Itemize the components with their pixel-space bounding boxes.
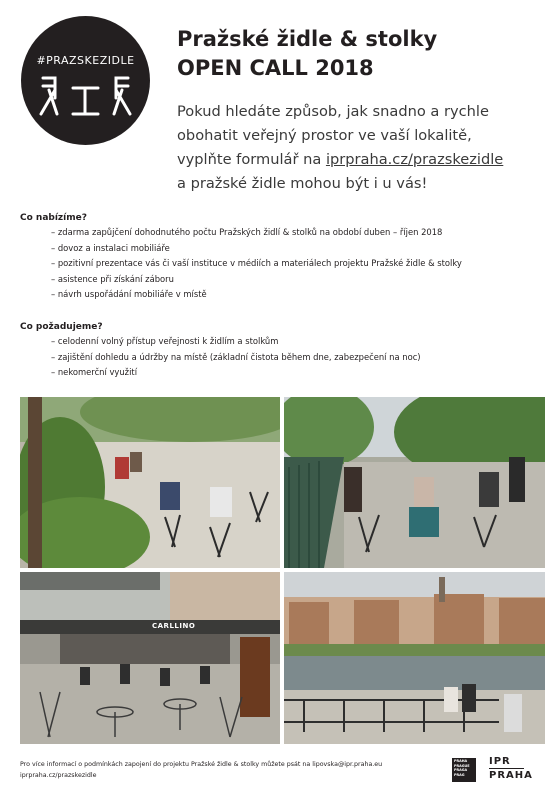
- intro-line-1: Pokud hledáte způsob, jak snadno a rychle: [177, 103, 489, 120]
- intro-line-2: obohatit veřejný prostor ve vaší lokalitě,: [177, 127, 472, 144]
- prazske-zidle-logo: [21, 16, 150, 145]
- footer-info: [20, 759, 382, 781]
- intro-text: [177, 100, 547, 196]
- require-list: [20, 334, 421, 381]
- photo-park-seating: [20, 397, 280, 568]
- photo-street-seating: [284, 397, 545, 568]
- offer-heading: Co nabízíme?: [20, 213, 87, 223]
- require-item: – celodenní volný přístup veřejnosti k židlím a stolkům: [51, 334, 421, 350]
- require-section: [20, 320, 421, 381]
- require-item: – nekomerční využití: [51, 365, 421, 381]
- ipr-logo-line-2: PRAHA: [489, 770, 533, 781]
- offer-item: – návrh uspořádání mobiliáře v místě: [51, 287, 462, 303]
- offer-item: – pozitivní prezentace vás či vaší instituce v médiích a materiálech projektu Pražské židle & stolky: [51, 256, 462, 272]
- ipr-praha-logo: [489, 757, 533, 781]
- ipr-logo-divider: [489, 768, 524, 769]
- require-heading: Co požadujeme?: [20, 322, 103, 332]
- title-line-2: OPEN CALL 2018: [177, 56, 374, 80]
- footer-line-2[interactable]: iprpraha.cz/prazskezidle: [20, 772, 97, 779]
- photo-cafe-seating: [20, 572, 280, 744]
- logo-hashtag: #PRAZSKEZIDLE: [36, 54, 135, 67]
- require-item: – zajištění dohledu a údržby na místě (základní čistota během dne, zabezpečení na noc): [51, 350, 421, 366]
- intro-line-3: [177, 148, 547, 172]
- photo-riverside-seating: [284, 572, 545, 744]
- offer-item: – dovoz a instalaci mobiliáře: [51, 241, 462, 257]
- page-title: [177, 25, 437, 83]
- ipr-logo-line-1: IPR: [489, 756, 511, 767]
- offer-item: – asistence při získání záboru: [51, 272, 462, 288]
- offer-list: [20, 225, 462, 303]
- chairs-table-icon: [21, 16, 150, 145]
- title-line-1: Pražské židle & stolky: [177, 27, 438, 51]
- offer-item: – zdarma zapůjčení dohodnutého počtu Pražských židlí & stolků na období duben – říjen 2018: [51, 225, 462, 241]
- intro-line-4: a pražské židle mohou být i u vás!: [177, 175, 428, 192]
- cafe-sign: CARLLINO: [152, 622, 196, 630]
- offer-section: [20, 211, 462, 303]
- intro-line-3-prefix: vyplňte formulář na: [177, 151, 326, 168]
- praha-partner-logo: PRAHA PRAGUE PRAGA PRAG: [452, 758, 476, 782]
- footer-line-1: Pro více informací o podmínkách zapojení do projektu Pražské židle & stolky můžete psát na lipovska@ipr.praha.eu: [20, 761, 383, 768]
- form-link[interactable]: iprpraha.cz/prazskezidle: [325, 151, 504, 168]
